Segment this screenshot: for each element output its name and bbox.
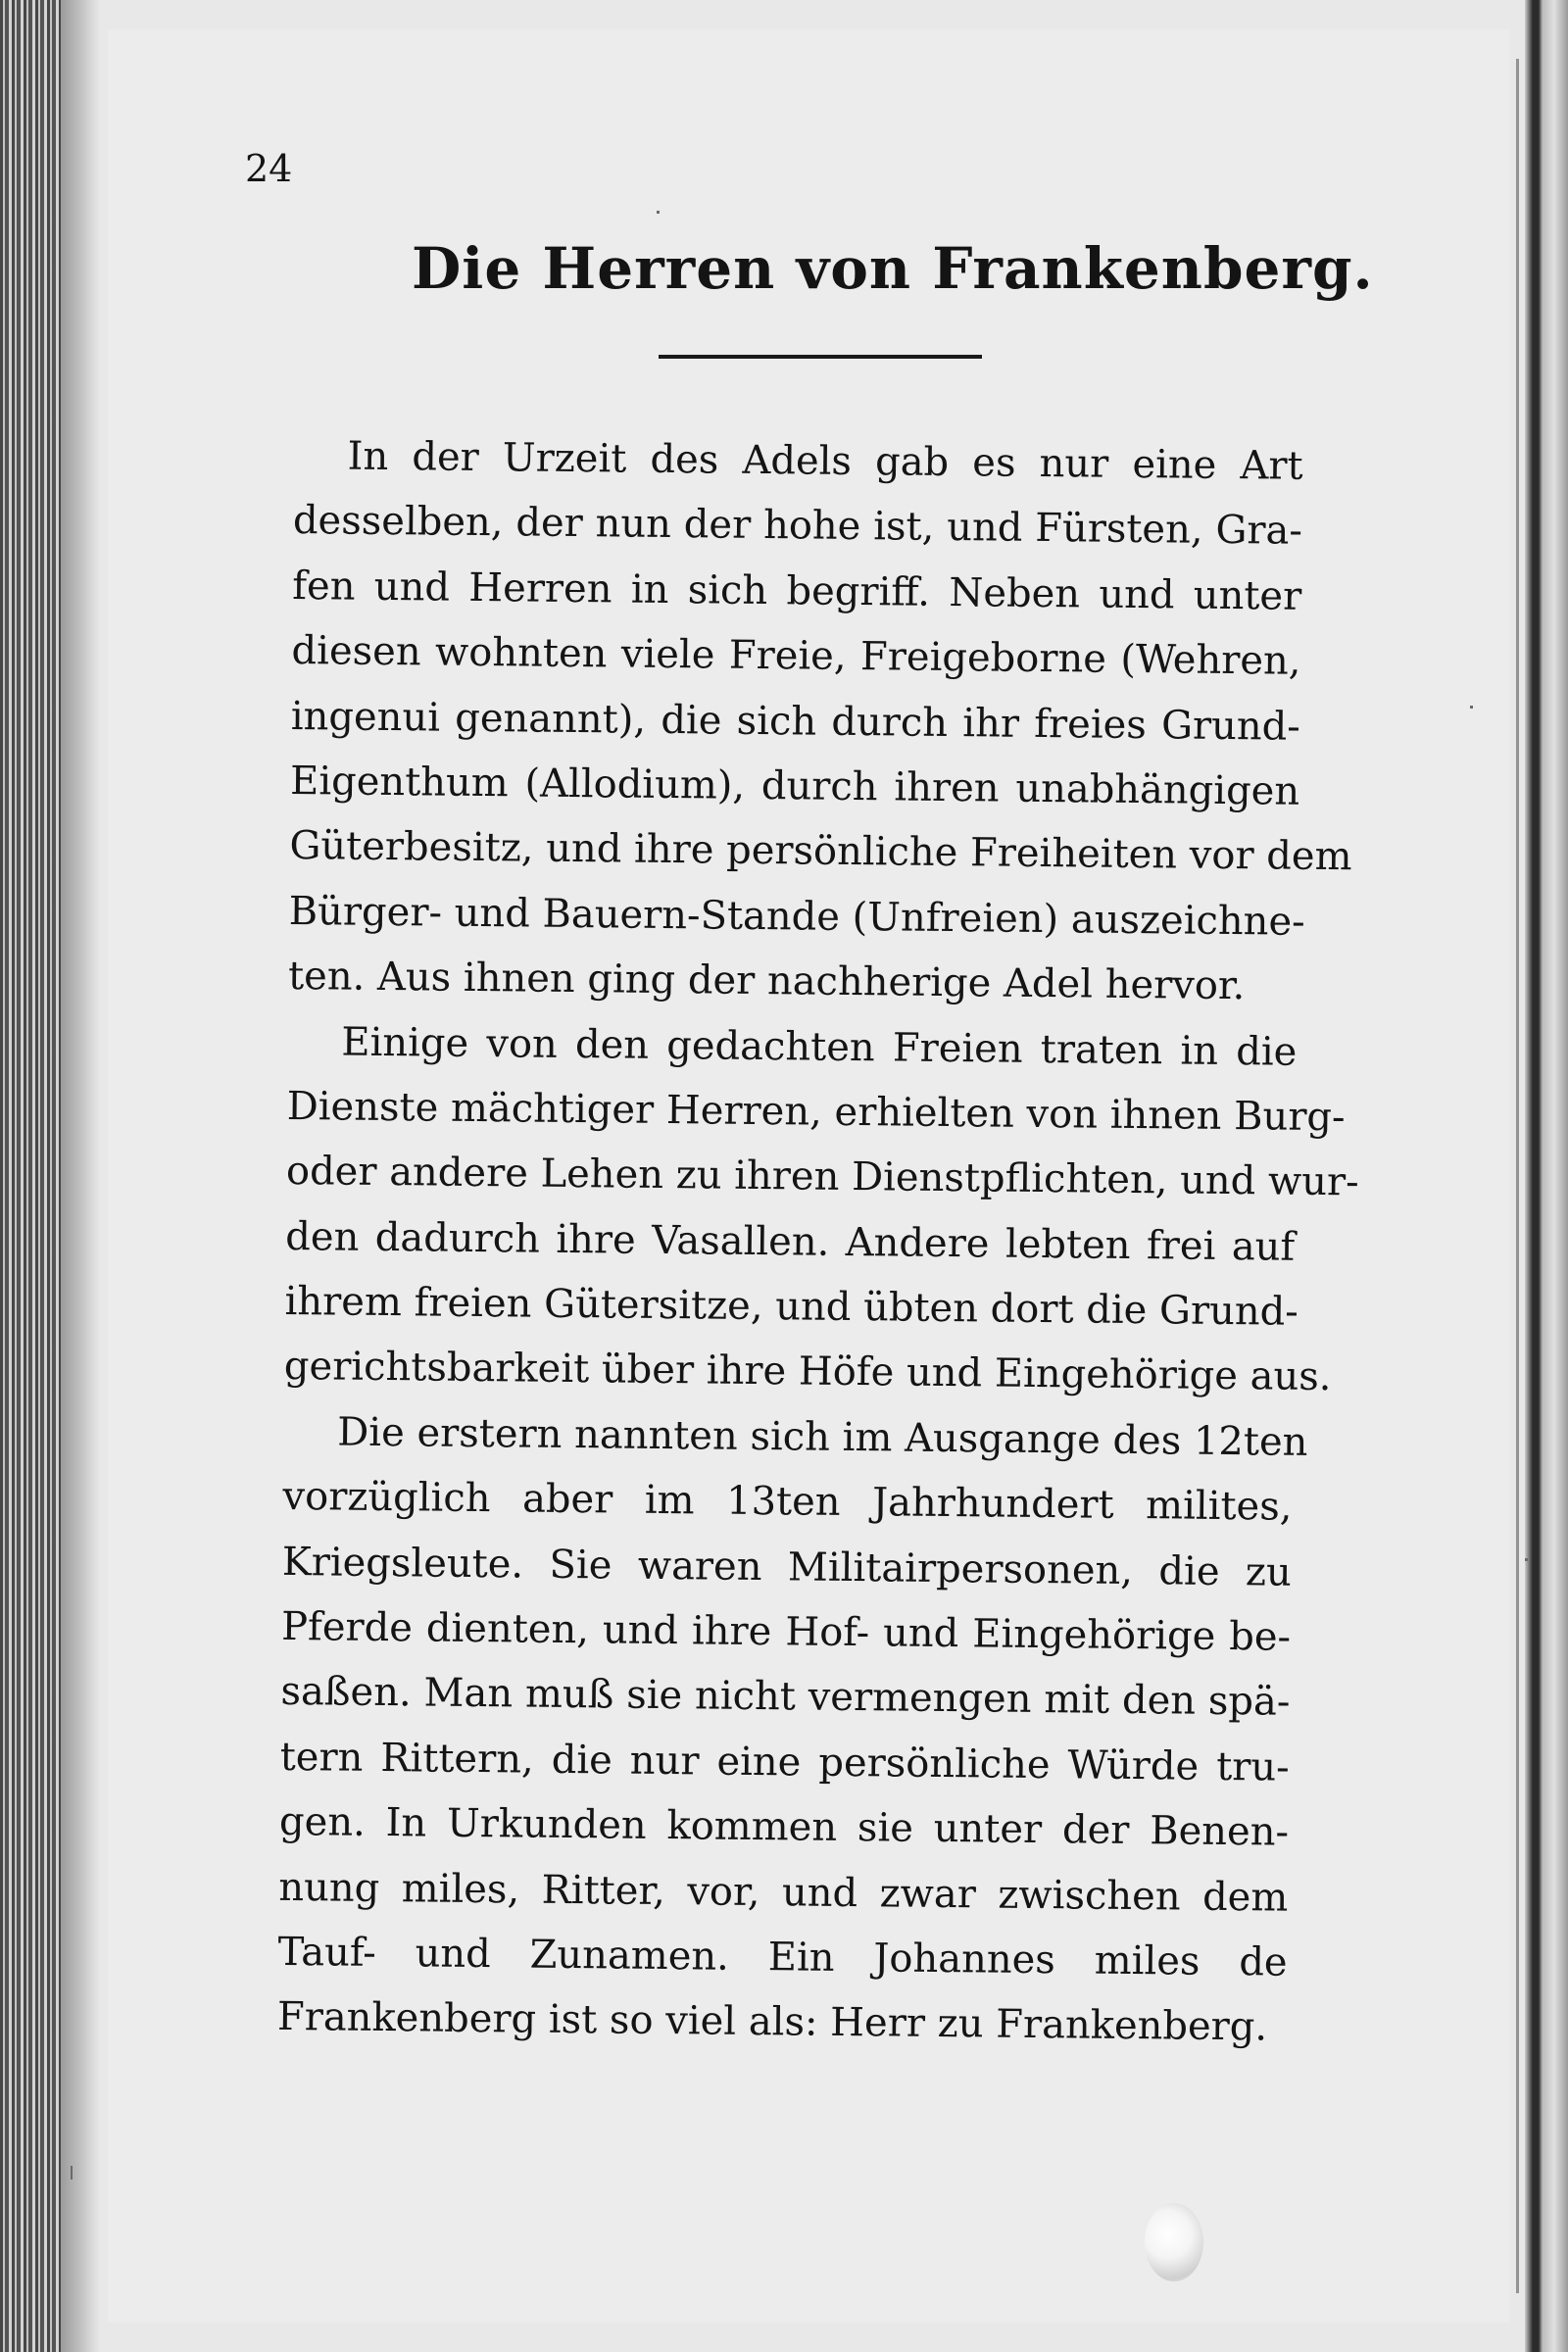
text-line: gen. In Urkunden kommen sie unter der Benen- — [278, 1799, 1290, 1855]
page-edge-right — [1525, 0, 1568, 2352]
page-number: 24 — [245, 147, 293, 190]
text-line: fen und Herren in sich begriff. Neben und unter — [292, 563, 1302, 619]
text-line: diesen wohnten viele Freie, Freigeborne (Wehren, — [291, 628, 1301, 684]
gutter-shadow — [61, 0, 100, 2352]
body-text — [276, 423, 1359, 2050]
title-rule — [659, 355, 982, 359]
text-line: desselben, der nun der hohe ist, und Fürsten, Gra- — [292, 498, 1303, 555]
scan-speck — [1470, 706, 1473, 709]
text-line: saßen. Man muß sie nicht vermengen mit den spä- — [280, 1669, 1291, 1726]
text-line: Einige von den gedachten Freien traten in die — [341, 1019, 1298, 1075]
text-line: Dienste mächtiger Herren, erhielten von ihnen Burg- — [286, 1083, 1346, 1141]
text-line: vorzüglich aber im 13ten Jahrhundert milites, — [282, 1474, 1293, 1530]
text-line: Bürger- und Bauern-Stande (Unfreien) auszeichne- — [288, 888, 1305, 945]
scan-speck — [1525, 1558, 1528, 1561]
scan-speck — [657, 211, 660, 214]
text-line: tern Rittern, die nur eine persönliche Würde tru- — [279, 1734, 1290, 1790]
thumb-smudge — [1145, 2203, 1203, 2281]
page-edge-line — [1516, 59, 1519, 2293]
text-line: Pferde dienten, und ihre Hof- und Eingehörige be- — [280, 1603, 1292, 1660]
text-line: nung miles, Ritter, vor, und zwar zwischen dem — [278, 1864, 1289, 1921]
text-line: Eigenthum (Allodium), durch ihren unabhängigen — [289, 758, 1300, 814]
scan-speck — [71, 2166, 73, 2180]
text-line: Die erstern nannten sich im Ausgange des 12ten — [336, 1409, 1308, 1465]
text-line: ihrem freien Gütersitze, und übten dort die Grund- — [284, 1279, 1299, 1335]
text-block — [276, 423, 1359, 2060]
text-line: Güterbesitz, und ihre persönliche Freiheiten vor dem — [289, 823, 1352, 880]
text-line: Tauf- und Zunamen. Ein Johannes miles de — [277, 1929, 1288, 1985]
text-line: In der Urzeit des Adels gab es nur eine Art — [347, 433, 1303, 489]
text-line: Frankenberg ist so viel als: Herr zu Frankenberg. — [276, 1994, 1268, 2050]
text-line: ten. Aus ihnen ging der nachherige Adel hervor. — [287, 954, 1246, 1009]
text-line: oder andere Lehen zu ihren Dienstpflichten, und wur- — [285, 1149, 1359, 1205]
text-line: den dadurch ihre Vasallen. Andere lebten frei auf — [285, 1213, 1296, 1270]
text-line: gerichtsbarkeit über ihre Höfe und Eingehörige aus. — [283, 1344, 1332, 1400]
text-line: Kriegsleute. Sie waren Militairpersonen, die zu — [281, 1539, 1293, 1595]
text-line: ingenui genannt), die sich durch ihr freies Grund- — [290, 693, 1301, 750]
book-binding-gutter — [0, 0, 61, 2352]
page-title: Die Herren von Frankenberg. — [412, 235, 1374, 302]
